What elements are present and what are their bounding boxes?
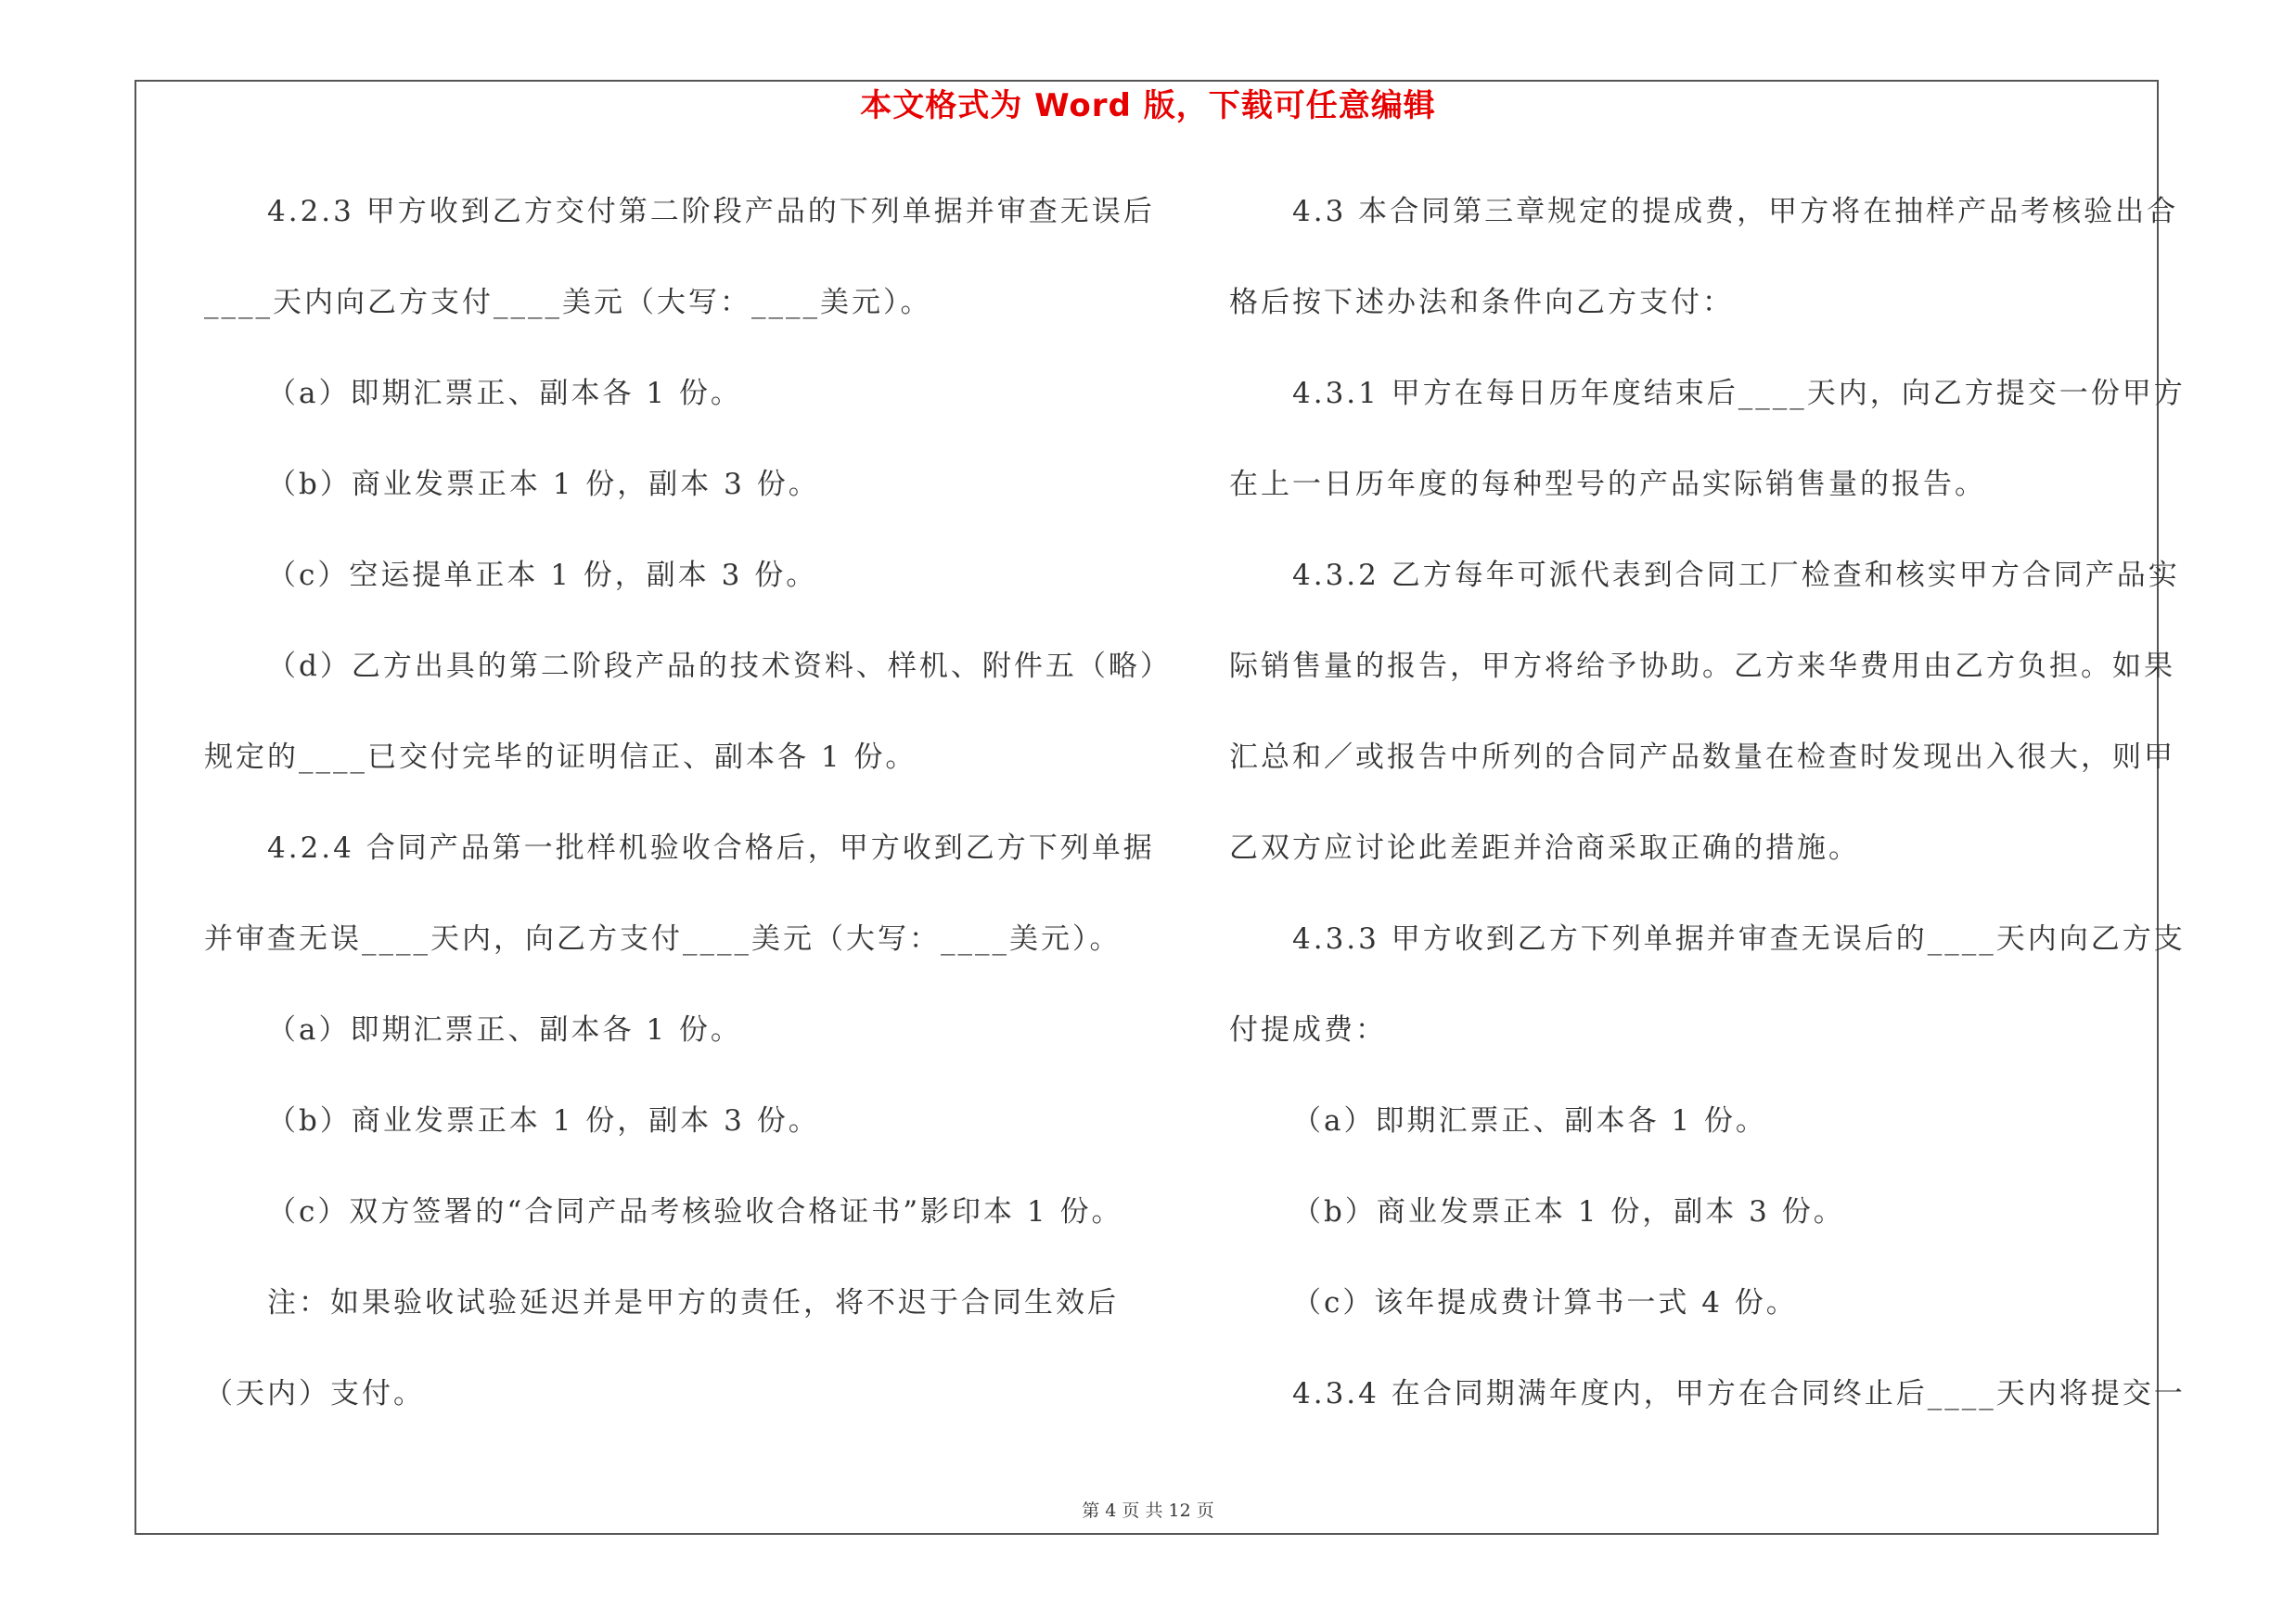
left-column: [204, 184, 1172, 1457]
right-column-line: 汇总和／或报告中所列的合同产品数量在检查时发现出入很大，则甲: [1229, 741, 2175, 774]
right-column-line: 在上一日历年度的每种型号的产品实际销售量的报告。: [1229, 468, 1986, 501]
left-column-line: 并审查无误____天内，向乙方支付____美元（大写：____美元）。: [204, 922, 1122, 956]
format-banner: 本文格式为 Word 版，下载可任意编辑: [860, 87, 1436, 124]
left-column-line: （天内）支付。: [204, 1377, 425, 1410]
right-column-line: 际销售量的报告，甲方将给予协助。乙方来华费用由乙方负担。如果: [1229, 650, 2175, 683]
right-column-line: （a）即期汇票正、副本各 1 份。: [1292, 1104, 1767, 1138]
left-column-line: （c）空运提单正本 1 份，副本 3 份。: [267, 559, 818, 592]
page-footer: 第 4 页 共 12 页: [1082, 1501, 1214, 1521]
right-column-line: 4.3.3 甲方收到乙方下列单据并审查无误后的____天内向乙方支: [1292, 922, 2186, 956]
right-column-line: 格后按下述办法和条件向乙方支付：: [1229, 286, 1734, 319]
left-column-line: （b）商业发票正本 1 份，副本 3 份。: [267, 468, 820, 501]
right-column-line: 4.3.4 在合同期满年度内，甲方在合同终止后____天内将提交一: [1292, 1377, 2186, 1410]
left-column-line: 4.2.3 甲方收到乙方交付第二阶段产品的下列单据并审查无误后: [267, 195, 1155, 228]
left-column-line: ____天内向乙方支付____美元（大写：____美元）。: [204, 286, 932, 319]
left-column-line: （a）即期汇票正、副本各 1 份。: [267, 377, 742, 410]
right-column-line: （c）该年提成费计算书一式 4 份。: [1292, 1286, 1798, 1320]
right-column-line: 4.3.1 甲方在每日历年度结束后____天内，向乙方提交一份甲方: [1292, 377, 2186, 410]
left-column-line: 4.2.4 合同产品第一批样机验收合格后，甲方收到乙方下列单据: [267, 831, 1155, 865]
left-column-line: （d）乙方出具的第二阶段产品的技术资料、样机、附件五（略）: [267, 650, 1172, 683]
right-column-line: 4.3 本合同第三章规定的提成费，甲方将在抽样产品考核验出合: [1292, 195, 2179, 228]
left-column-line: 规定的____已交付完毕的证明信正、副本各 1 份。: [204, 741, 917, 774]
right-column-line: 乙双方应讨论此差距并洽商采取正确的措施。: [1229, 831, 1860, 865]
right-column: [1229, 184, 2186, 1457]
right-column-line: 4.3.2 乙方每年可派代表到合同工厂检查和核实甲方合同产品实: [1292, 559, 2180, 592]
left-column-line: （c）双方签署的“合同产品考核验收合格证书”影印本 1 份。: [267, 1195, 1123, 1229]
right-column-line: 付提成费：: [1229, 1013, 1387, 1047]
left-column-line: （a）即期汇票正、副本各 1 份。: [267, 1013, 742, 1047]
right-column-line: （b）商业发票正本 1 份，副本 3 份。: [1292, 1195, 1845, 1229]
left-column-line: 注：如果验收试验延迟并是甲方的责任，将不迟于合同生效后: [267, 1286, 1119, 1320]
left-column-line: （b）商业发票正本 1 份，副本 3 份。: [267, 1104, 820, 1138]
